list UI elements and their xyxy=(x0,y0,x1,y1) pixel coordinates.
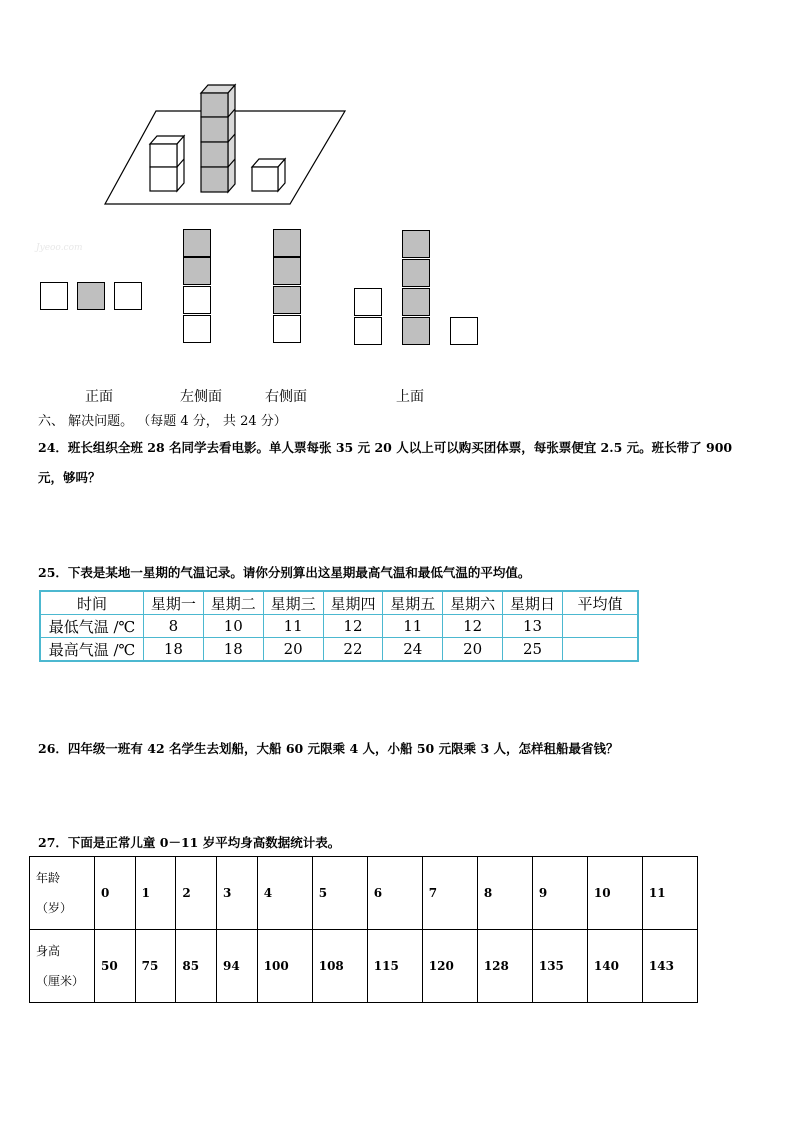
watermark: Jyeoo.com xyxy=(36,243,83,253)
temperature-table xyxy=(39,590,639,662)
label-top: 上面 xyxy=(396,389,424,405)
question-26: 26．四年级一班有 42 名学生去划船，大船 60 元限乘 4 人，小船 50 元限乘 3 人，怎样租船最省钱？ xyxy=(38,741,619,756)
question-24-line1: 24．班长组织全班 28 名同学去看电影。单人票每张 35 元 20 人以上可以购买团体票，每张票便宜 2.5 元。班长带了 900 xyxy=(38,440,733,455)
label-left: 左侧面 xyxy=(180,389,222,405)
cube-single-right xyxy=(252,159,285,191)
label-front: 正面 xyxy=(85,389,113,405)
cube-figure xyxy=(100,80,350,210)
section-heading: 六、 解决问题。 （每题 4 分， 共 24 分） xyxy=(38,414,287,429)
cube-stack-left xyxy=(150,136,184,191)
question-24-line2: 元，够吗？ xyxy=(38,470,101,485)
question-27: 27．下面是正常儿童 0－11 岁平均身高数据统计表。 xyxy=(38,835,341,850)
question-25: 25．下表是某地一星期的气温记录。请你分别算出这星期最高气温和最低气温的平均值。 xyxy=(38,565,531,580)
table-row: 最高气温 /℃ 18 18 20 22 24 20 25 xyxy=(40,638,638,662)
table-row: 最低气温 /℃ 8 10 11 12 11 12 13 xyxy=(40,615,638,638)
cube-stack-middle xyxy=(201,85,235,192)
table-header-row: 时间 星期一 星期二 星期三 星期四 星期五 星期六 星期日 平均值 xyxy=(40,591,638,615)
label-right: 右侧面 xyxy=(265,389,307,405)
table-row: 年龄 （岁） 0 1 2 3 4 5 6 7 8 9 10 11 xyxy=(30,857,698,930)
table-row: 身高 （厘米） 50 75 85 94 100 108 115 120 128 135 140 143 xyxy=(30,930,698,1003)
height-table xyxy=(29,856,698,1003)
